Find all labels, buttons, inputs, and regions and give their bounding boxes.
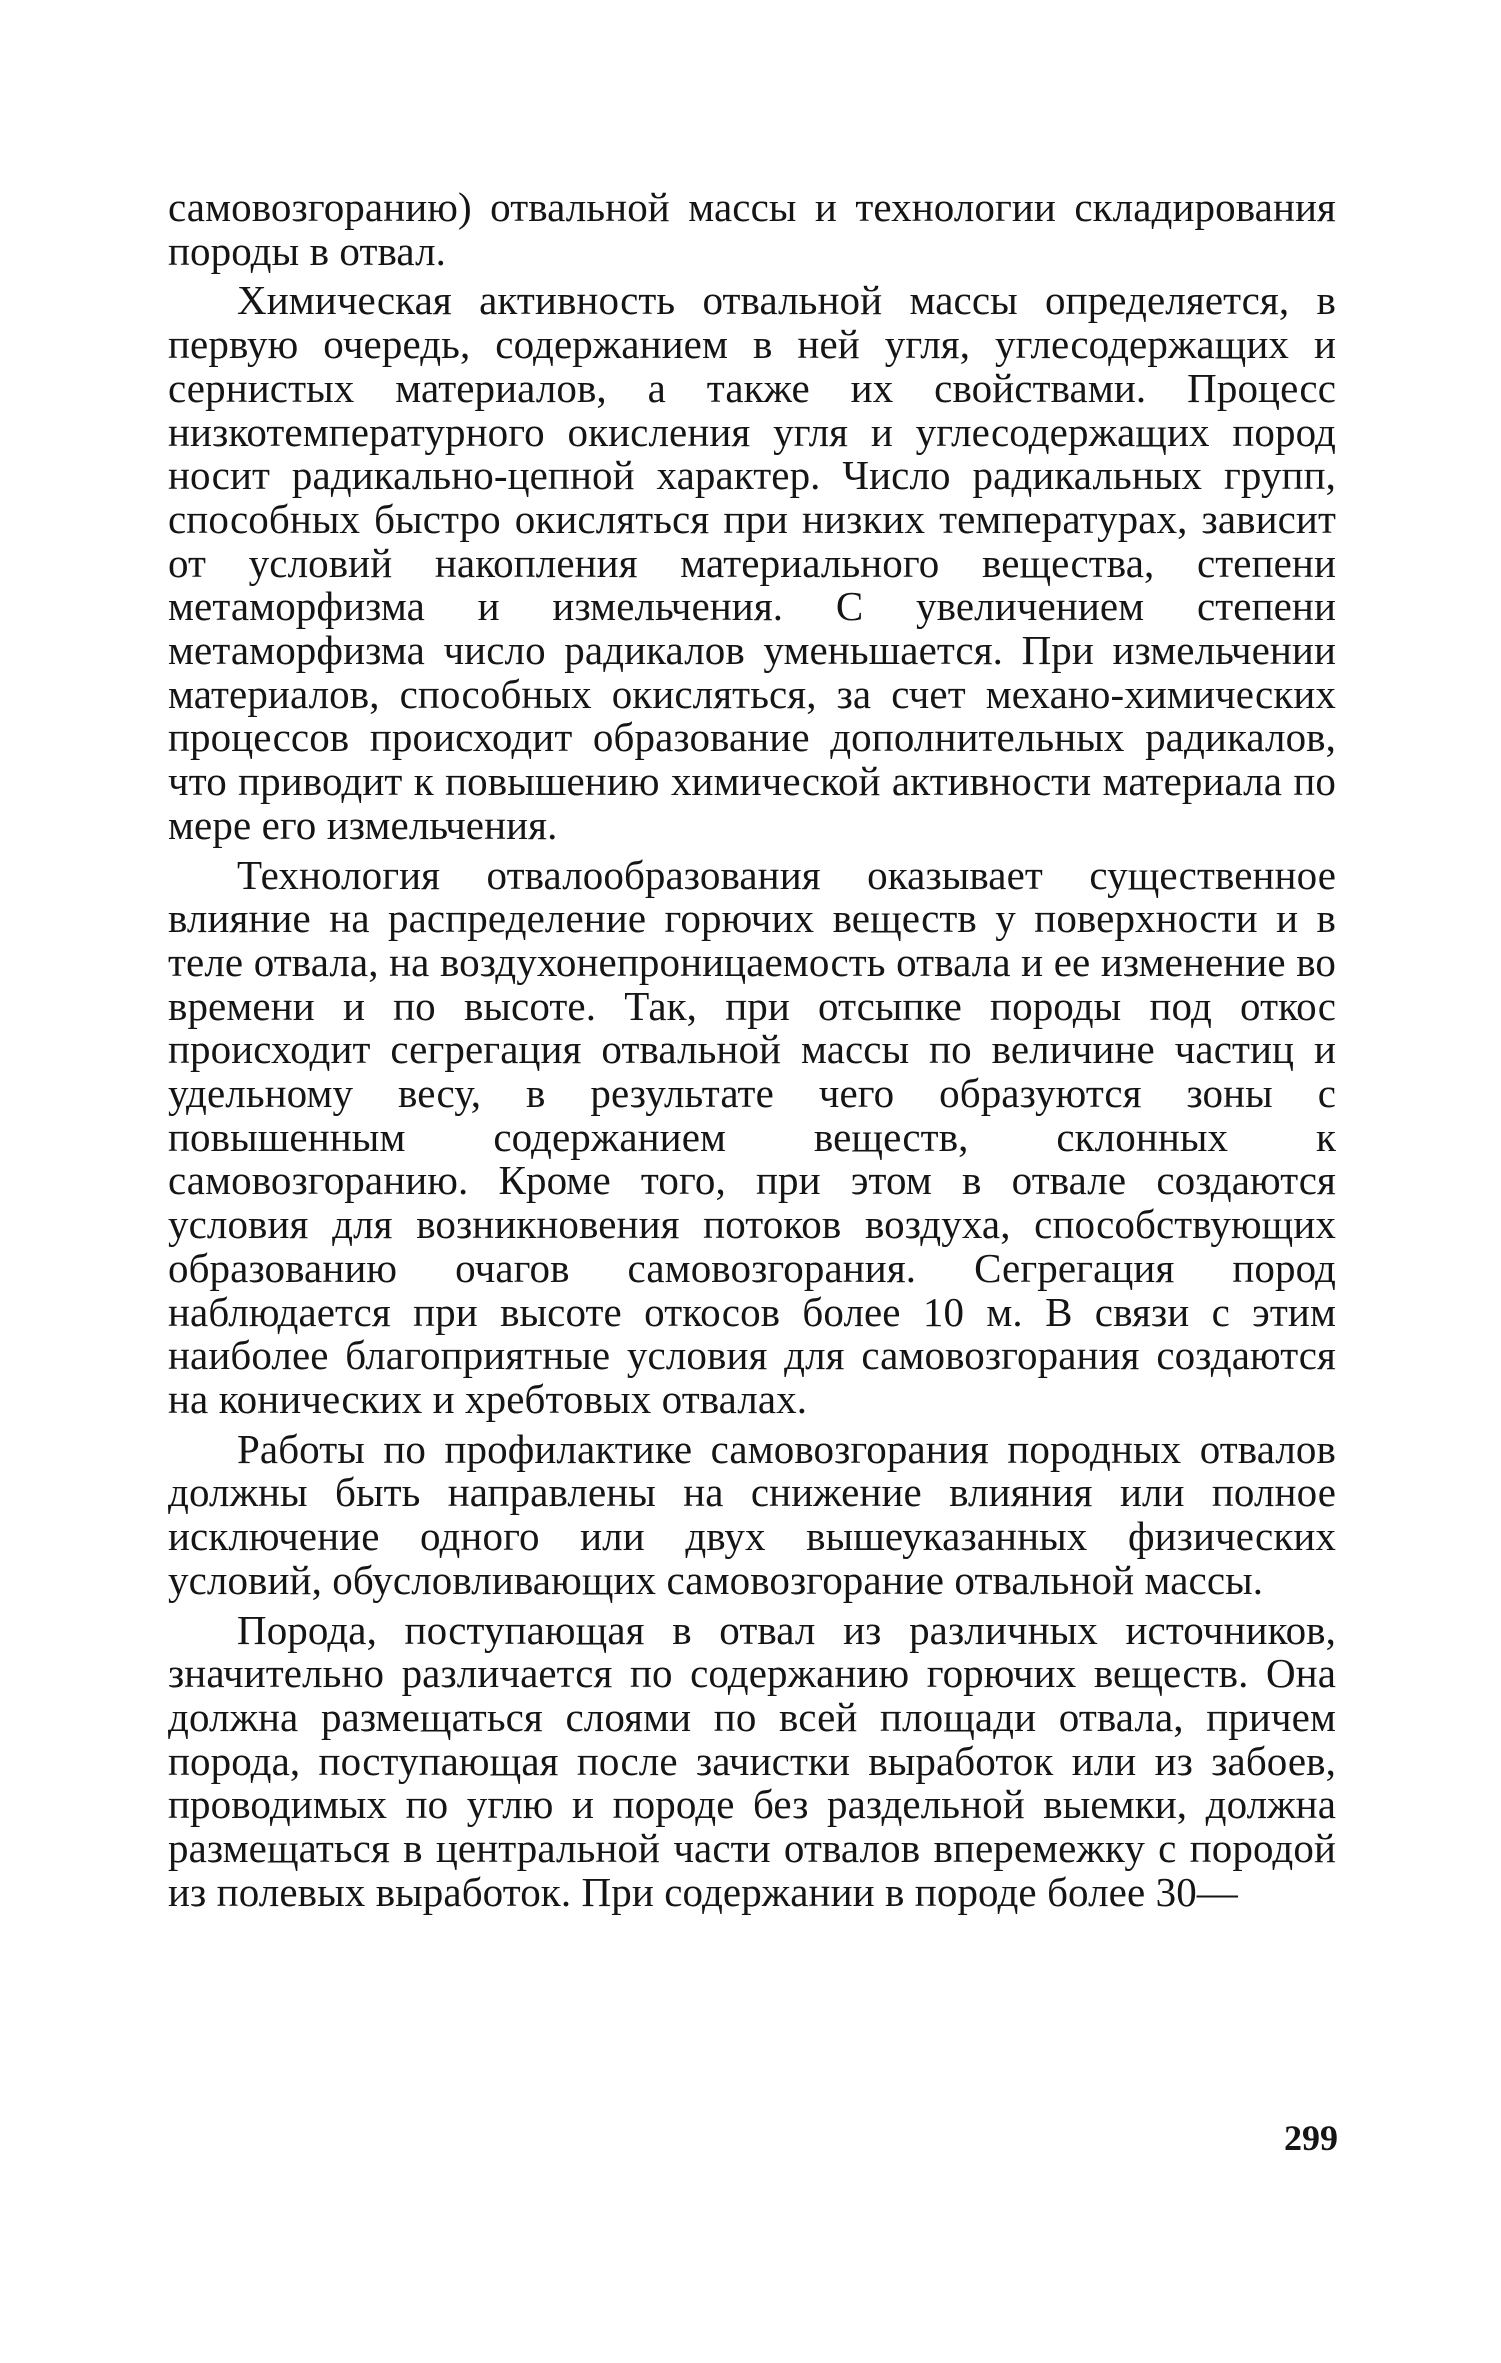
paragraph-prevention-work: Работы по профилактике самовозгорания породных отвалов должны быть направлены на снижение влияния или полное исключение одного или двух вышеуказанных физических условий, обусловливающих самовозгорание отвальной массы. (168, 1425, 1336, 1603)
paragraph-dump-technology: Технология отвалообразования оказывает существенное влияние на распределение горючих веществ у поверхности и в теле отвала, на воздухонепроницаемость отвала и ее изменение во времени и по высоте. Так, при отсыпке породы под откос происходит сегрегация отвальной массы по величине частиц и удельному весу, в результате чего образуются зоны с повышенным содержанием веществ, склонных к самовозгоранию. Кроме того, при этом в отвале создаются условия для возникновения потоков воздуха, способствующих образованию очагов самовозгорания. Сегрегация пород наблюдается при высоте откосов более 10 м. В связи с этим наиболее благоприятные условия для самовозгорания создаются на конических и хребтовых отвалах. (168, 851, 1336, 1422)
paragraph-rock-placement: Порода, поступающая в отвал из различных источников, значительно различается по содержанию горючих веществ. Она должна размещаться слоями по всей площади отвала, причем порода, поступающая после зачистки выработок или из забоев, проводимых по углю и породе без раздельной выемки, должна размещаться в центральной части отвалов вперемежку с породой из полевых выработок. При содержании в породе более 30— (168, 1606, 1336, 1915)
page-number: 299 (1284, 2118, 1338, 2158)
body-text (168, 186, 1336, 1920)
paragraph-continued: самовозгоранию) отвальной массы и технологии складирования породы в отвал. (168, 184, 1336, 274)
paragraph-chemical-activity: Химическая активность отвальной массы определяется, в первую очередь, содержанием в ней угля, углесодержащих и сернистых материалов, а также их свойствами. Процесс низкотемпературного окисления угля и углесодержащих пород носит радикально-цепной характер. Число радикальных групп, способных быстро окисляться при низких температурах, зависит от условий накопления материального вещества, степени метаморфизма и измельчения. С увеличением степени метаморфизма число радикалов уменьшается. При измельчении материалов, способных окисляться, за счет механо-химических процессов происходит образование дополнительных радикалов, что приводит к повышению химической активности материала по мере его измельчения. (168, 277, 1336, 848)
